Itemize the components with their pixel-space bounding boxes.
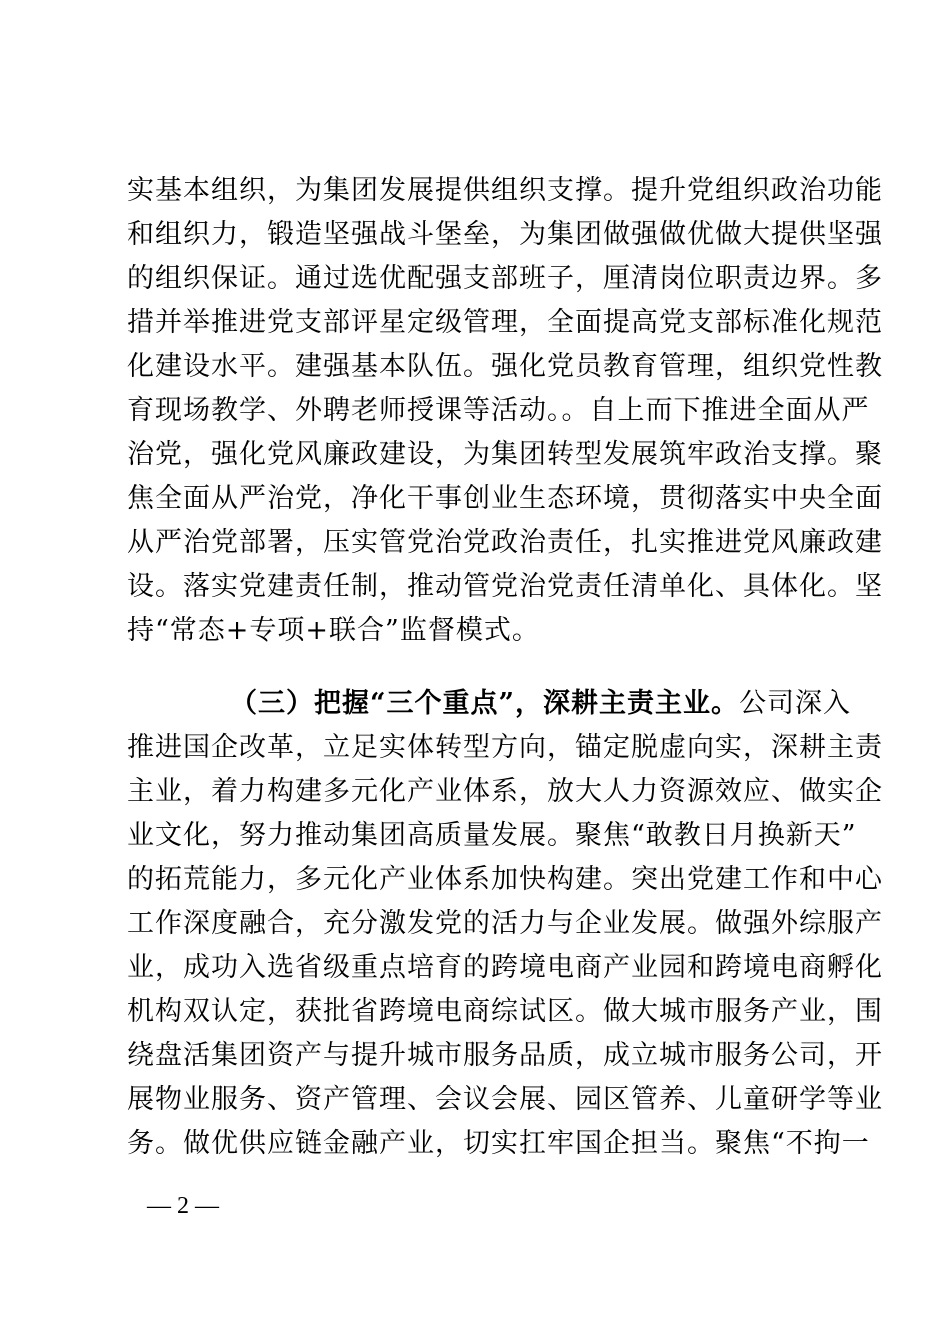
body-text-line: 和组织力，锻造坚强战斗堡垒，为集团做强做优做大提供坚强 <box>127 219 883 250</box>
body-text-line: 绕盘活集团资产与提升城市服务品质，成立城市服务公司，开 <box>127 1040 883 1071</box>
body-text-line: 育现场教学、外聘老师授课等活动。。自上而下推进全面从严 <box>127 395 870 426</box>
body-text-line: 主业，着力构建多元化产业体系，放大人力资源效应、做实企 <box>127 776 883 807</box>
body-text-line: 工作深度融合，充分激发党的活力与企业发展。做强外综服产 <box>127 908 883 939</box>
page-number: — 2 — <box>147 1193 219 1219</box>
body-text-line: 业，成功入选省级重点培育的跨境电商产业园和跨境电商孵化 <box>127 952 883 983</box>
section-first-line-text: 公司深入 <box>739 688 852 719</box>
body-text-line: 展物业服务、资产管理、会议会展、园区管养、儿童研学等业 <box>127 1084 883 1115</box>
body-text-line: 设。落实党建责任制，推动管党治党责任清单化、具体化。坚 <box>127 571 883 602</box>
body-text-line: 机构双认定，获批省跨境电商综试区。做大城市服务产业，围 <box>127 996 883 1027</box>
body-text-line: 焦全面从严治党，净化干事创业生态环境，贯彻落实中央全面 <box>127 483 883 514</box>
body-text-line: 推进国企改革，立足实体转型方向，锚定脱虚向实，深耕主责 <box>127 732 883 763</box>
body-text-line: 措并举推进党支部评星定级管理，全面提高党支部标准化规范 <box>127 307 883 338</box>
section-heading-line <box>127 682 852 726</box>
body-text-line: 持“常态+专项+联合”监督模式。 <box>127 615 540 646</box>
body-text-line: 的组织保证。通过选优配强支部班子，厘清岗位职责边界。多 <box>127 263 883 294</box>
body-text-line: 化建设水平。建强基本队伍。强化党员教育管理，组织党性教 <box>127 351 883 382</box>
body-text-line: 的拓荒能力，多元化产业体系加快构建。突出党建工作和中心 <box>127 864 883 895</box>
body-text-line: 实基本组织，为集团发展提供组织支撑。提升党组织政治功能 <box>127 175 883 206</box>
body-text-line: 业文化，努力推动集团高质量发展。聚焦“敢教日月换新天” <box>127 820 857 851</box>
body-text-line: 务。做优供应链金融产业，切实扛牢国企担当。聚焦“不拘一 <box>127 1128 870 1159</box>
body-text-line: 从严治党部署，压实管党治党政治责任，扎实推进党风廉政建 <box>127 527 883 558</box>
section-heading: （三）把握“三个重点”，深耕主责主业。 <box>230 688 740 719</box>
body-text-line: 治党，强化党风廉政建设，为集团转型发展筑牢政治支撑。聚 <box>127 439 883 470</box>
